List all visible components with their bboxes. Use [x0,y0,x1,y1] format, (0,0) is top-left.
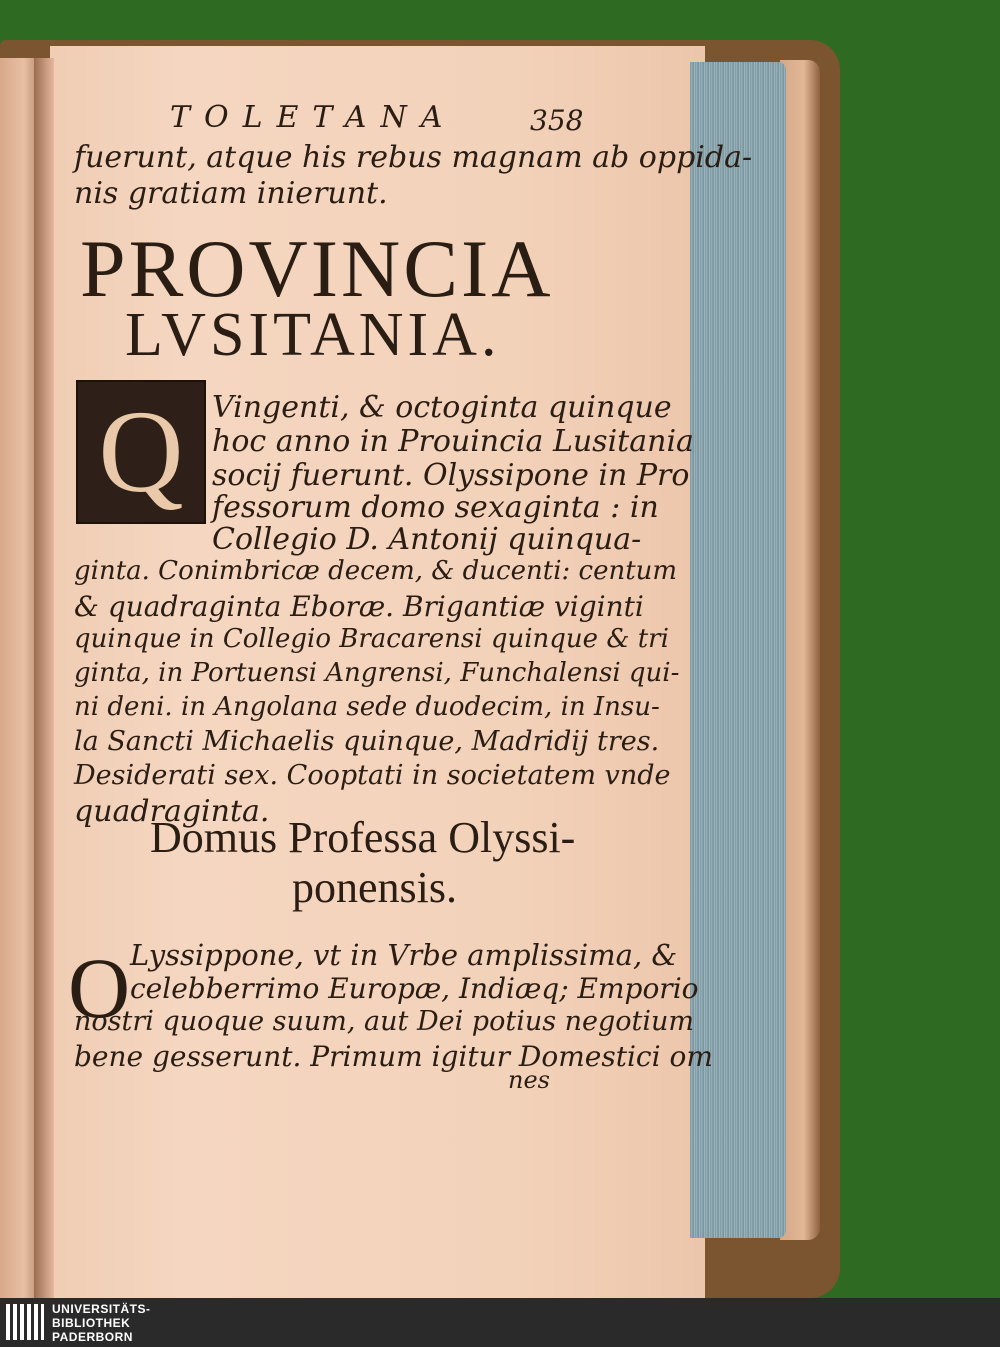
page-gutter [34,58,54,1298]
text-line: socij fuerunt. Olyssipone in Pro [212,458,690,493]
text-line: ni deni. in Angolana sede duodecim, in Insu- [74,692,660,722]
text-line: quinque in Collegio Bracarensi quinque & tri [74,624,669,654]
page-fore-edge-cover [780,60,820,1240]
subsection-heading: Domus Professa Olyssi- [150,813,576,862]
text-line: celebberrimo Europæ, Indiæq; Emporio [130,972,699,1005]
initial-o: O [68,940,131,1036]
text-line: nostri quoque suum, aut Dei potius negotium [74,1006,695,1037]
footer-line-2: BIBLIOTHEK [52,1316,131,1330]
footer-line-1: UNIVERSITÄTS- [52,1302,151,1316]
text-line: Vingenti, & octoginta quinque [212,390,672,425]
decorated-initial [76,380,206,524]
catchword: nes [508,1066,550,1094]
text-line: hoc anno in Prouincia Lusitania [212,424,694,459]
text-line: fessorum domo sexaginta : in [212,490,659,525]
text-line: ginta, in Portuensi Angrensi, Funchalensi qui- [74,658,680,688]
text-line: Lyssippone, vt in Vrbe amplissima, & [130,938,678,972]
text-line: bene gesserunt. Primum igitur Domestici om [74,1040,713,1073]
text-line: ginta. Conimbricæ decem, & ducenti: centum [74,556,678,586]
text-line: fuerunt, atque his rebus magnam ab oppida- [74,140,753,175]
initial-letter: Q [98,386,184,517]
section-subtitle: LVSITANIA. [125,301,501,369]
subsection-heading-cont: ponensis. [292,863,457,912]
text-line: la Sancti Michaelis quinque, Madridij tres. [74,726,660,757]
running-head: TOLETANA [170,100,457,135]
text-line: & quadraginta Eboræ. Brigantiæ viginti [74,590,644,623]
footer-line-3: PADERBORN [52,1330,133,1344]
text-line: Collegio D. Antonij quinqua- [212,522,642,557]
text-line: nis gratiam inierunt. [74,176,388,211]
section-title: PROVINCIA [80,223,554,314]
text-line: quadraginta. [74,794,270,829]
page-number: 358 [530,104,584,137]
text-line: Desiderati sex. Cooptati in societatem vnde [74,760,671,791]
library-logo-icon [6,1304,44,1340]
